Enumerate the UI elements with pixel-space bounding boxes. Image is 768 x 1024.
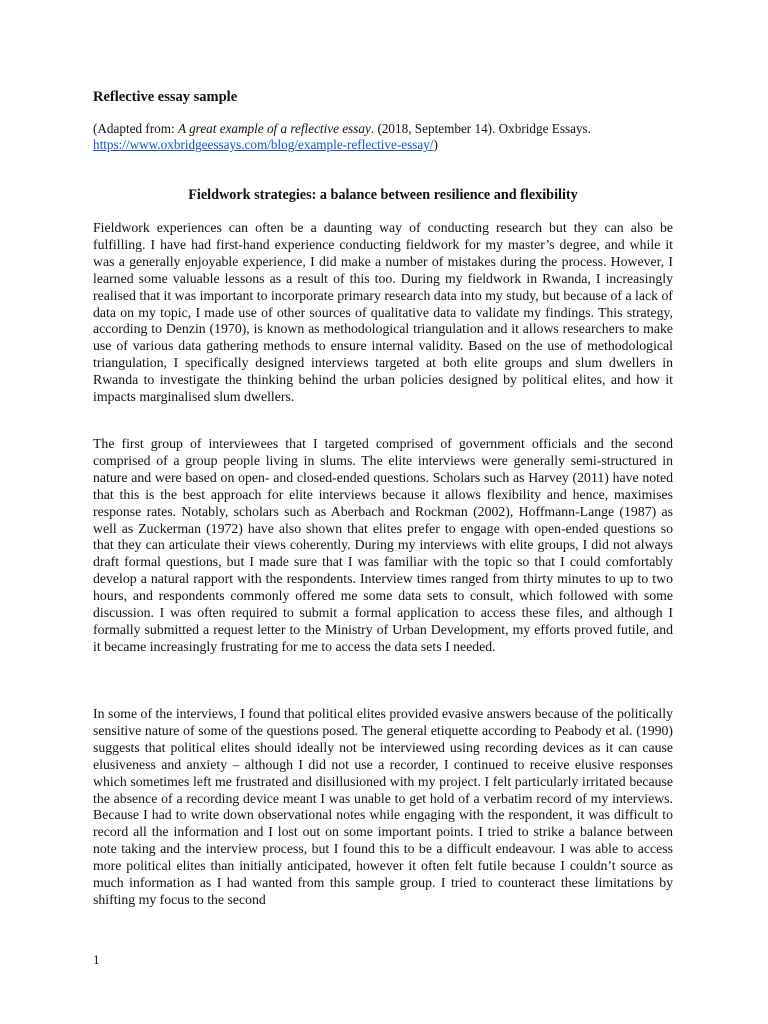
page-number: 1 bbox=[93, 952, 100, 967]
citation-suffix: ) bbox=[433, 137, 438, 152]
citation-work-title: A great example of a reflective essay bbox=[177, 121, 371, 136]
document-heading: Reflective essay sample bbox=[93, 89, 238, 105]
paragraph: In some of the interviews, I found that political elites provided evasive answers because of the politically sensitive nature of some of the questions posed. The general etiquette according to Peabody et al. (1990) suggests that political elites should ideally not be interviewed using recording devices as it can cause elusiveness and anxiety – although I did not use a recorder, I continued to receive elusive responses which sometimes left me frustrated and disillusioned with my project. I felt particularly irritated because the absence of a recording device meant I was unable to get hold of a verbatim record of my interviews. Because I had to write down observational notes while engaging with the respondent, it was difficult to record all the information and I lost out on some important points. I tried to strike a balance between note taking and the interview process, but I found this to be a difficult endeavour. I was able to access more political elites than initially anticipated, however it often felt futile because I couldn’t source as much information as I had wanted from this sample group. I tried to counteract these limitations by shifting my focus to the second bbox=[93, 706, 673, 907]
paragraph: Fieldwork experiences can often be a daunting way of conducting research but they can also be fulfilling. I have had first-hand experience conducting fieldwork for my master’s degree, and while it was a generally enjoyable experience, I did make a number of mistakes during the process. However, I learned some valuable lessons as a result of this too. During my fieldwork in Rwanda, I increasingly realised that it was important to incorporate primary research data into my study, but because of a lack of data on my topic, I made use of other sources of qualitative data to validate my findings. This strategy, according to Denzin (1970), is known as methodological triangulation and it allows researchers to make use of various data gathering methods to ensure internal validity. Based on the use of methodological triangulation, I specifically designed interviews targeted at both elite groups and slum dwellers in Rwanda to investigate the thinking behind the urban policies designed by political elites, and how it impacts marginalised slum dwellers. bbox=[93, 220, 673, 405]
citation-details: . (2018, September 14). Oxbridge Essays. bbox=[370, 121, 591, 136]
essay-title: Fieldwork strategies: a balance between resilience and flexibility bbox=[188, 187, 578, 203]
paragraph: The first group of interviewees that I targeted comprised of government officials and the second comprised of a group people living in slums. The elite interviews were generally semi-structured in nature and were based on open- and closed-ended questions. Scholars such as Harvey (2011) have noted that this is the best approach for elite interviews because it allows flexibility and hence, maximises response rates. Notably, scholars such as Aberbach and Rockman (2002), Hoffmann-Lange (1987) as well as Zuckerman (1972) have also shown that elites prefer to engage with open-ended questions so that they can articulate their views coherently. During my interviews with elite groups, I did not always draft formal questions, but I made sure that I was familiar with the topic so that I could comfortably develop a natural rapport with the respondents. Interview times ranged from thirty minutes to up to two hours, and respondents commonly offered me some data sets to consult, which followed with some discussion. I was often required to submit a formal application to access these files, and although I formally submitted a request letter to the Ministry of Urban Development, my efforts proved futile, and it became increasingly frustrating for me to access the data sets I needed. bbox=[93, 436, 673, 654]
citation-link[interactable]: https://www.oxbridgeessays.com/blog/example-reflective-essay/ bbox=[93, 137, 434, 152]
citation bbox=[93, 121, 683, 153]
citation-prefix: (Adapted from: bbox=[93, 121, 178, 136]
